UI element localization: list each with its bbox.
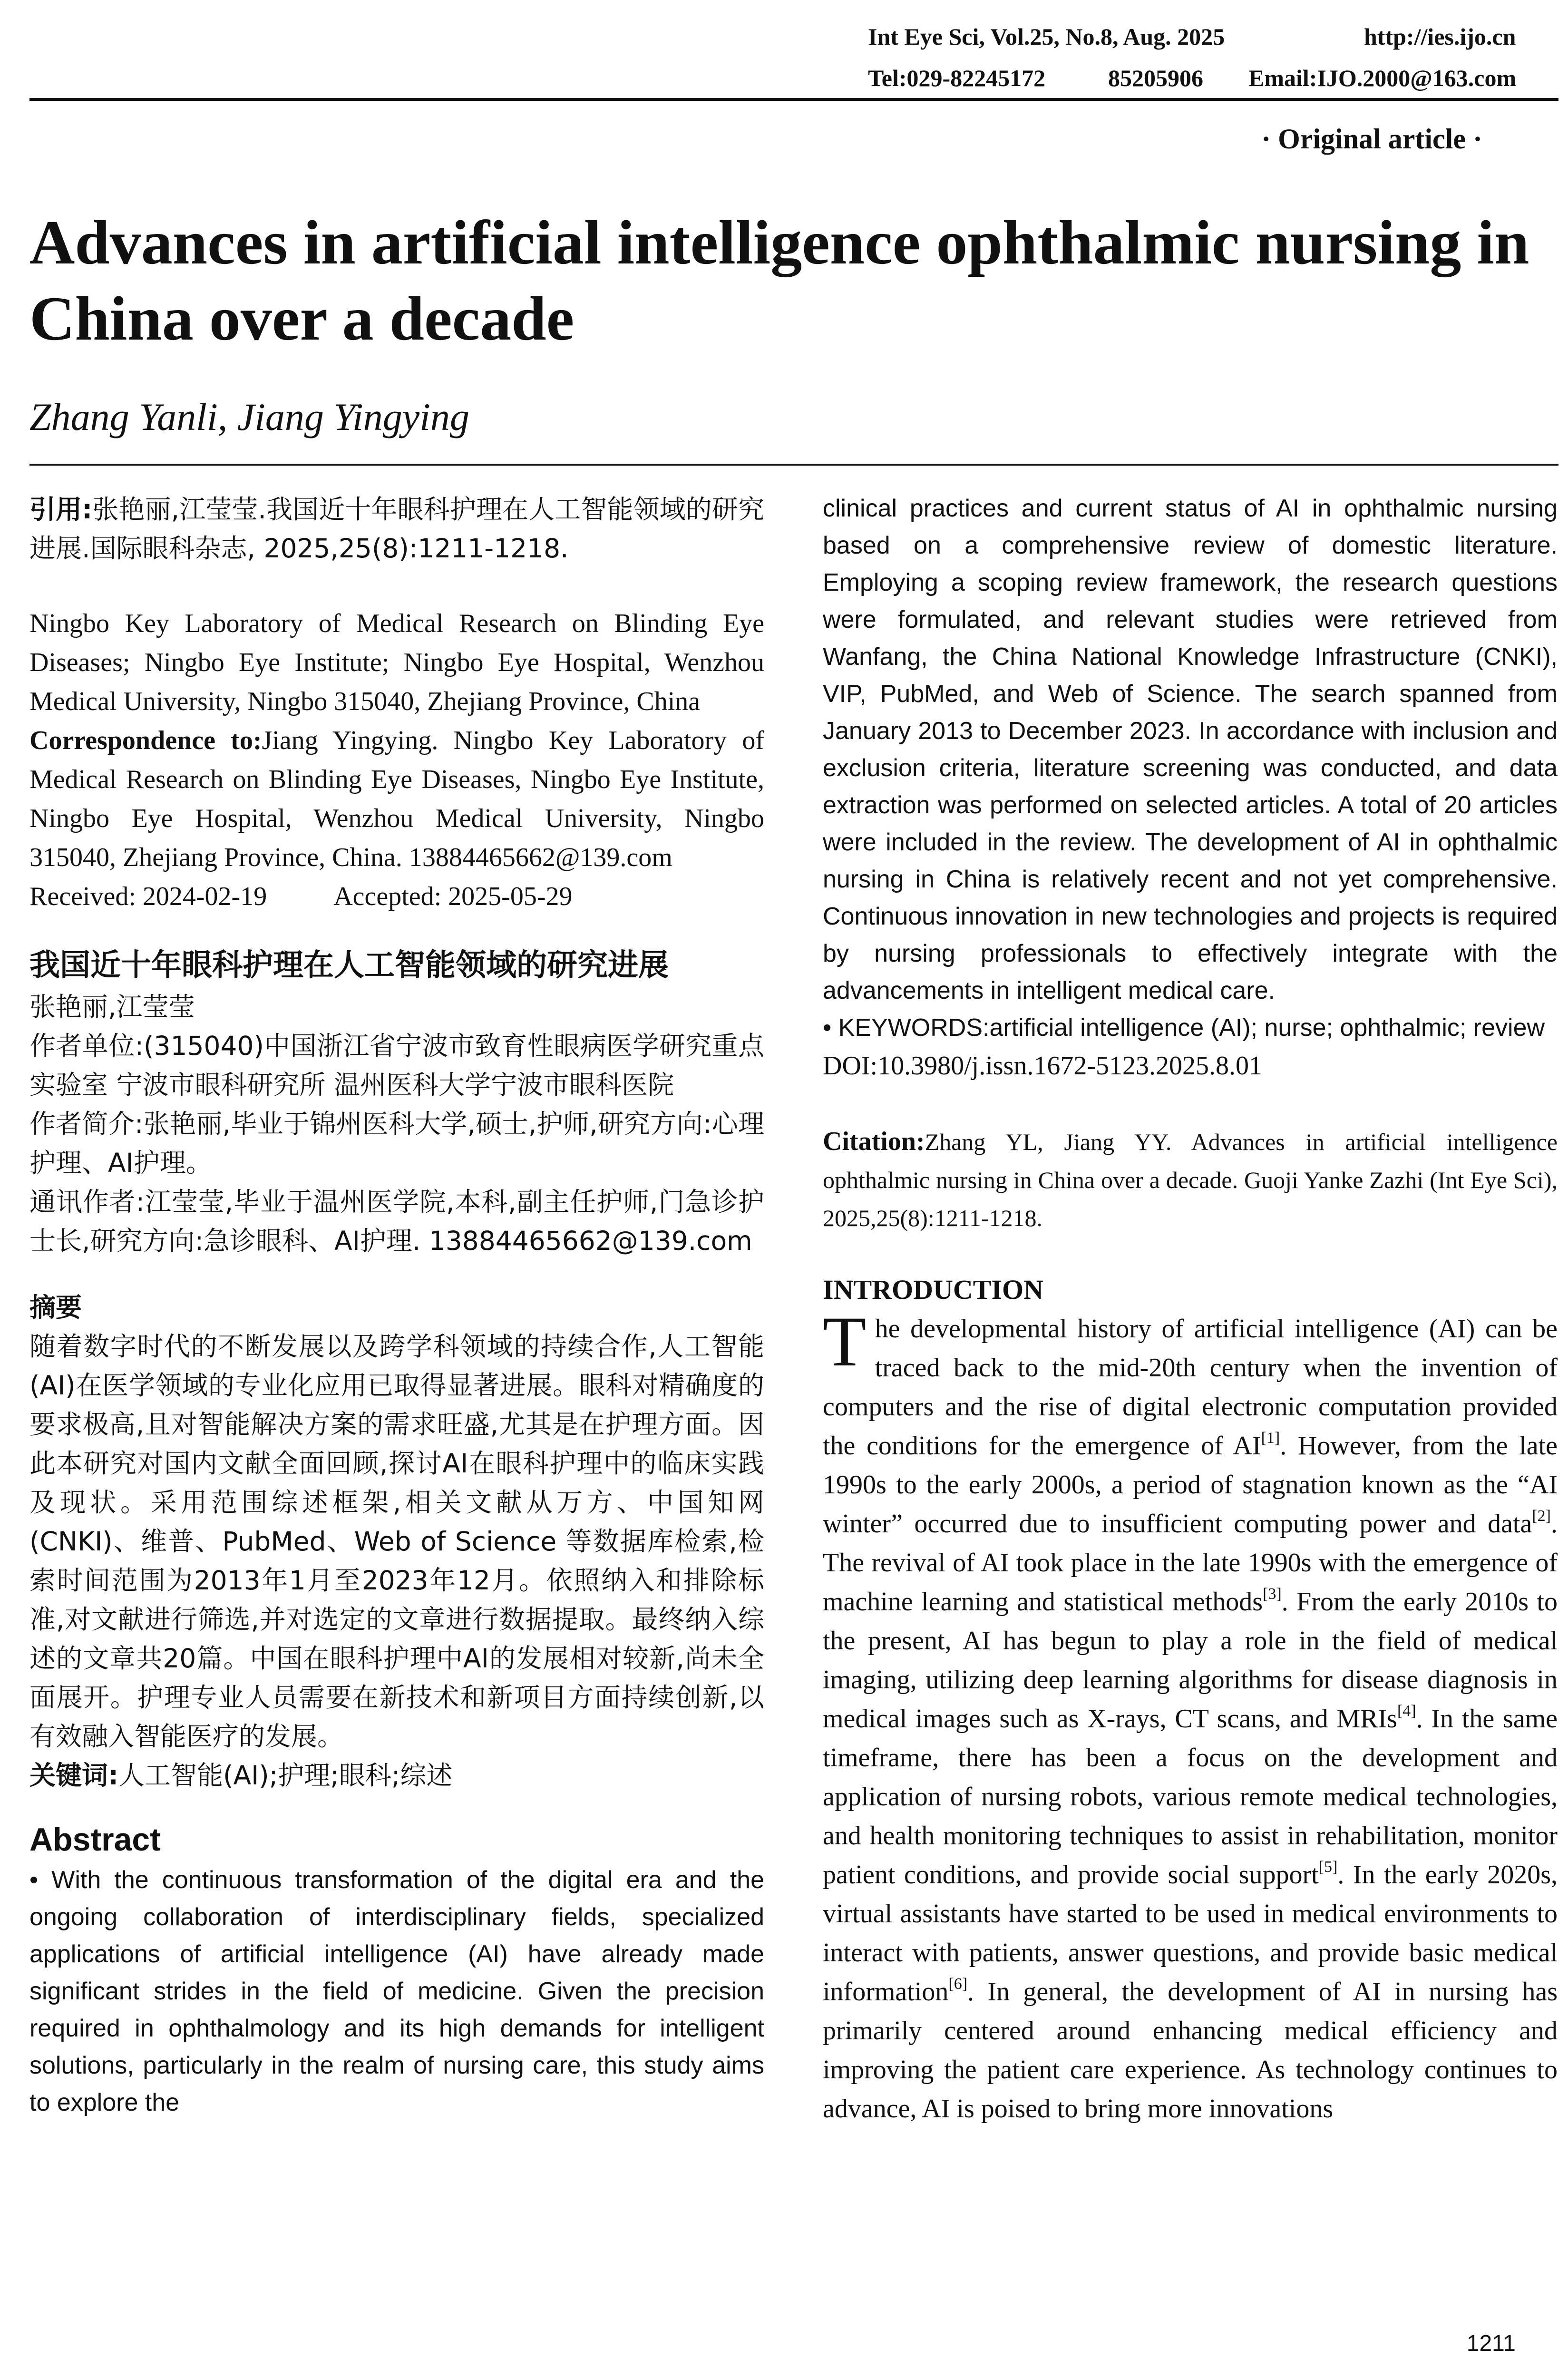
correspondence xyxy=(29,721,764,877)
abstract-text-start: • With the continuous transformation of the digital era and the ongoing collaboration of interdisciplinary fields, specialized applications of artificial intelligence (AI) have already made significant strides in the field of medicine. Given the precision required in ophthalmology and its high demands for intelligent solutions, particularly in the realm of nursing care, this study aims to explore the xyxy=(29,1866,764,2116)
intro-text-3: . The revival of AI took place in the late 1990s with the emergence of machine learning and statistical methods xyxy=(823,1509,1558,1617)
intro-text-5: . In the same timeframe, there has been a focus on the development and application of nursing robots, various remote medical technologies, and health monitoring techniques to assist in rehabilitation, monitor patient conditions, and provide social support xyxy=(823,1704,1558,1890)
cn-citation xyxy=(29,490,764,568)
citation-text: Zhang YL, Jiang YY. Advances in artificial intelligence ophthalmic nursing in China over a decade. Guoji Yanke Zazhi (Int Eye Sci), 2025,25(8):1211-1218. xyxy=(823,1129,1558,1231)
doi[interactable]: DOI:10.3980/j.issn.1672-5123.2025.8.01 xyxy=(823,1051,1262,1081)
journal-email[interactable]: Email:IJO.2000@163.com xyxy=(1248,65,1517,91)
reference-2[interactable]: [2] xyxy=(1532,1507,1551,1525)
intro-text-2: . However, from the late 1990s to the early 2000s, a period of stagnation known as the “AI winter” occurred due to insufficient computing power and data xyxy=(823,1431,1558,1539)
cn-unit: 作者单位:(315040)中国浙江省宁波市致育性眼病医学研究重点实验室 宁波市眼科研究所 温州医科大学宁波市眼科医院 xyxy=(29,1031,764,1100)
cn-bio: 作者简介:张艳丽,毕业于锦州医科大学,硕士,护师,研究方向:心理护理、AI护理。 xyxy=(29,1109,764,1178)
correspondence-label: Correspondence to: xyxy=(29,726,262,755)
reference-1[interactable]: [1] xyxy=(1261,1429,1280,1447)
intro-text-7: . In general, the development of AI in nursing has primarily centered around enhancing medical efficiency and improving the patient care experience. As technology continues to advance, AI is poised to bring more innovations xyxy=(823,1977,1558,2124)
drop-cap: T xyxy=(823,1302,867,1381)
article-type: · Original article · xyxy=(1261,123,1482,155)
received-date: Received: 2024-02-19 xyxy=(29,882,267,911)
title-rule xyxy=(29,464,1558,466)
cn-abstract-heading: 摘要 xyxy=(29,1292,82,1323)
reference-4[interactable]: [4] xyxy=(1397,1702,1416,1720)
header-rule xyxy=(29,98,1558,101)
journal-url[interactable]: http://ies.ijo.cn xyxy=(1364,23,1516,50)
abstract-text-cont: clinical practices and current status of AI in ophthalmic nursing based on a comprehensive review of domestic literature. Employing a scoping review framework, the research questions were formulated, and relevant studies were retrieved from Wanfang, the China National Knowledge Infrastructure (CNKI), VIP, PubMed, and Web of Science. The search spanned from January 2013 to December 2023. In accordance with inclusion and exclusion criteria, literature screening was conducted, and data extraction was performed on selected articles. A total of 20 articles were included in the review. The development of AI in ophthalmic nursing in China is relatively recent and not yet comprehensive. Continuous innovation in new technologies and projects is required by nursing professionals to effectively integrate with the advancements in intelligent medical care. xyxy=(823,495,1558,1004)
authors: Zhang Yanli, Jiang Yingying xyxy=(29,395,469,438)
cn-keywords-label: 关键词: xyxy=(29,1760,118,1791)
journal-info: Int Eye Sci, Vol.25, No.8, Aug. 2025 xyxy=(868,23,1225,50)
introduction-heading: INTRODUCTION xyxy=(823,1274,1044,1305)
introduction-paragraph xyxy=(823,1302,1558,2128)
cn-title: 我国近十年眼科护理在人工智能领域的研究进展 xyxy=(29,948,669,983)
journal-tel-2: 85205906 xyxy=(1108,65,1203,91)
cn-keywords xyxy=(29,1756,764,1795)
accepted-date: Accepted: 2025-05-29 xyxy=(333,882,573,911)
article-title: Advances in artificial intelligence ophthalmic nursing in China over a decade xyxy=(29,207,1529,353)
right-column xyxy=(823,490,1558,2128)
page-number: 1211 xyxy=(1466,2331,1516,2356)
cn-citation-text: 张艳丽,江莹莹.我国近十年眼科护理在人工智能领域的研究进展.国际眼科杂志, 2025,25(8):1211-1218. xyxy=(29,494,765,564)
journal-tel: Tel:029-82245172 xyxy=(868,65,1046,91)
citation xyxy=(823,1122,1558,1237)
abstract-heading: Abstract xyxy=(29,1822,161,1858)
cn-citation-label: 引用: xyxy=(29,494,93,525)
cn-abstract: 随着数字时代的不断发展以及跨学科领域的持续合作,人工智能(AI)在医学领域的专业化应用已取得显著进展。眼科对精确度的要求极高,且对智能解决方案的需求旺盛,尤其是在护理方面。因此本研究对国内文献全面回顾,探讨AI在眼科护理中的临床实践及现状。采用范围综述框架,相关文献从万方、中国知网(CNKI)、维普、PubMed、Web of Science 等数据库检索,检索时间范围为2013年1月至2023年12月。依照纳入和排除标准,对文献进行筛选,并对选定的文章进行数据提取。最终纳入综述的文章共20篇。中国在眼科护理中AI的发展相对较新,尚未全面展开。护理专业人员需要在新技术和新项目方面持续创新,以有效融入智能医疗的发展。 xyxy=(29,1331,764,1752)
reference-3[interactable]: [3] xyxy=(1263,1585,1282,1603)
cn-authors: 张艳丽,江莹莹 xyxy=(29,992,195,1022)
cn-corresponding: 通讯作者:江莹莹,毕业于温州医学院,本科,副主任护师,门急诊护士长,研究方向:急诊眼科、AI护理. 13884465662@139.com xyxy=(29,1187,764,1256)
dates xyxy=(29,877,764,916)
keywords-label: • KEYWORDS: xyxy=(823,1014,990,1042)
affiliation: Ningbo Key Laboratory of Medical Research on Blinding Eye Diseases; Ningbo Eye Institute; Ningbo Eye Hospital, Wenzhou Medical University, Ningbo 315040, Zhejiang Province, China xyxy=(29,609,764,716)
intro-text-1: he developmental history of artificial intelligence (AI) can be traced back to the mid-20th century when the invention of computers and the rise of digital electronic computation provided the conditions for the emergence of AI xyxy=(823,1314,1558,1461)
citation-label: Citation: xyxy=(823,1127,925,1156)
correspondence-text: Jiang Yingying. Ningbo Key Laboratory of Medical Research on Blinding Eye Diseases, Ningbo Eye Institute, Ningbo Eye Hospital, Wenzhou Medical University, Ningbo 315040, Zhejiang Province, China. 13884465662@139.com xyxy=(29,726,764,872)
intro-text-6: . In the early 2020s, virtual assistants have started to be used in medical environments to interact with patients, answer questions, and provide basic medical information xyxy=(823,1860,1558,2007)
intro-text-4: . From the early 2010s to the present, AI has begun to play a role in the field of medical imaging, utilizing deep learning algorithms for disease diagnosis in medical images such as X-rays, CT scans, and MRIs xyxy=(823,1587,1558,1734)
keywords xyxy=(823,1009,1558,1046)
left-column xyxy=(29,490,764,2121)
reference-5[interactable]: [5] xyxy=(1318,1858,1338,1876)
cn-keywords-text: 人工智能(AI);护理;眼科;综述 xyxy=(118,1760,453,1791)
keywords-text: artificial intelligence (AI); nurse; ophthalmic; review xyxy=(989,1014,1545,1042)
reference-6[interactable]: [6] xyxy=(948,1975,968,1993)
